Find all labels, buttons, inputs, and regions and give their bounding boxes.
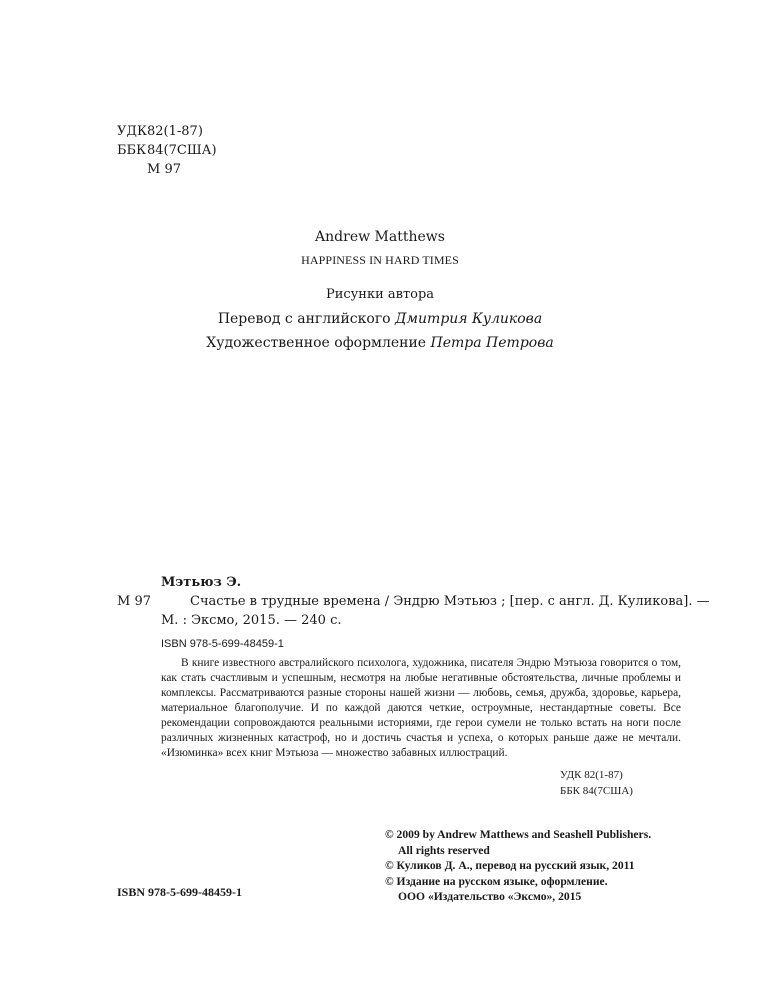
bibliography-title-line1: Счастье в трудные времена / Эндрю Мэтьюз ; [пер. с англ. Д. Куликова]. — — [190, 594, 710, 609]
copyright-line: All rights reserved — [398, 843, 490, 857]
isbn-main: ISBN 978-5-699-48459-1 — [117, 885, 242, 899]
bbk-value: 84(7США) — [147, 143, 217, 158]
author-mark: М 97 — [147, 162, 181, 177]
bibliography-udk: УДК 82(1-87) — [560, 769, 623, 781]
bibliography-codes — [560, 767, 682, 799]
bibliography-title-line2: М. : Эксмо, 2015. — 240 с. — [161, 613, 342, 628]
copyright-line: © Куликов Д. А., перевод на русский язык, 2011 — [385, 859, 635, 873]
bbk-label: ББК — [117, 143, 147, 158]
bbk-row — [117, 141, 217, 160]
bibliography-isbn: ISBN 978-5-699-48459-1 — [161, 638, 284, 650]
annotation — [161, 656, 681, 761]
annotation-text: В книге известного австралийского психолога, художника, писателя Эндрю Мэтьюза говорится о том, как стать счастливым и успешным, несмотря на любые негативные обстоятельства, личные проблемы и комплексы. Рассматриваются разные стороны нашей жизни — любовь, семья, дружба, здоровье, карьера, материальное благополучие. И по каждой даются четкие, остроумные, нестандартные советы. Все рекомендации сопровождаются реальными историями, где герои сумели не только встать на ноги после различных жизненных катастроф, но и достичь счастья и успеха, о которых раньше даже не мечтали. «Изюминка» всех книг Мэтьюза — множество забавных иллюстраций. — [161, 657, 681, 759]
author-mark-row — [117, 160, 217, 179]
bibliography-bbk: ББК 84(7США) — [560, 785, 633, 797]
udk-label: УДК — [117, 124, 148, 139]
copyright-line: ООО «Издательство «Эксмо», 2015 — [398, 890, 582, 904]
designer-name: Петра Петрова — [430, 335, 554, 351]
bibliography-heading: Мэтьюз Э. — [161, 575, 242, 590]
udk-row — [117, 122, 217, 141]
design-credit — [0, 335, 760, 351]
translator-name: Дмитрия Куликова — [395, 311, 543, 327]
design-prefix: Художественное оформление — [206, 335, 431, 351]
illustrations-credit: Рисунки автора — [325, 287, 435, 302]
udk-value: 82(1-87) — [147, 124, 203, 139]
author-name: Andrew Matthews — [315, 229, 445, 245]
original-title: HAPPINESS IN HARD TIMES — [301, 253, 459, 267]
bibliography-code: М 97 — [117, 594, 151, 609]
copyright-line: © Издание на русском языке, оформление. — [385, 874, 608, 888]
copyright-line: © 2009 by Andrew Matthews and Seashell Publishers. — [385, 828, 652, 841]
translation-credit — [0, 311, 760, 327]
copyright-block — [385, 827, 651, 905]
classification-codes — [117, 122, 217, 179]
translation-prefix: Перевод с английского — [217, 311, 396, 327]
